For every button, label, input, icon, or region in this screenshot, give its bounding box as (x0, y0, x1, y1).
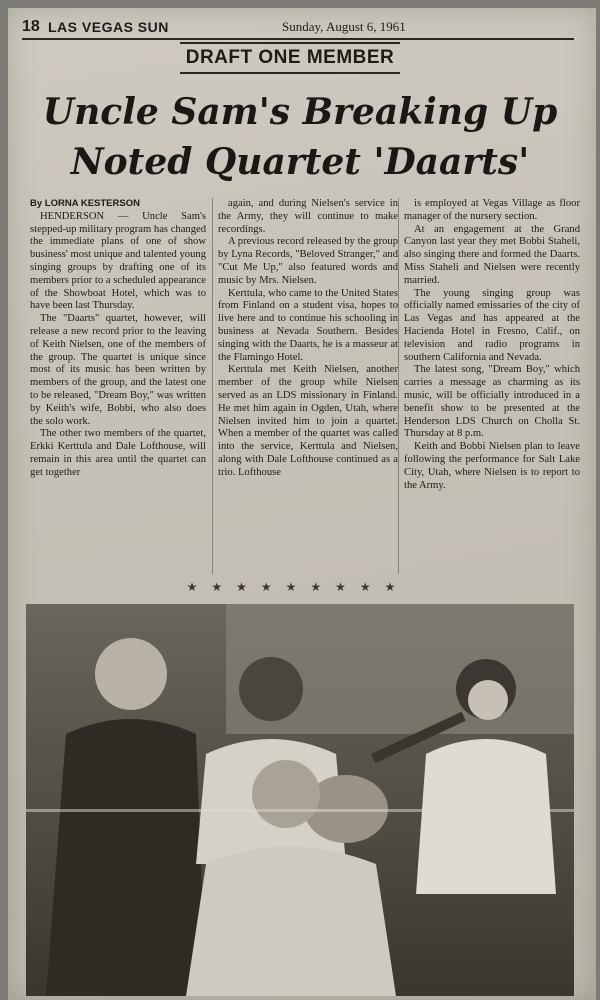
byline: By LORNA KESTERSON (30, 198, 140, 209)
paragraph: A previous record released by the group by Lyna Records, "Beloved Stranger," and "Cut Me Up," also featured words and music by Mrs. Nielsen. (218, 236, 398, 286)
paragraph: is employed at Vegas Village as floor manager of the nursery section. (404, 198, 580, 222)
kicker-headline: DRAFT ONE MEMBER (180, 42, 400, 74)
headline-line-2: Noted Quartet 'Daarts' (70, 141, 530, 183)
paragraph: Kerttula met Keith Nielsen, another member of the group while Nielsen served as an LDS missionary in Finland. He met him again in Ogden, Utah, where Nielsen invited him to join a quartet. When a member of the quartet was called into the service, Kerttula and Nielsen, along with Dale Lofthouse continued as a trio. Lofthouse (218, 364, 398, 478)
paragraph: The young singing group was officially named emissaries of the city of Las Vegas and has appeared at the Hacienda Hotel in Fresno, Calif., on television and radio programs in southern California and Nevada. (404, 287, 580, 363)
quartet-photo (26, 604, 574, 996)
paragraph: Kerttula, who came to the United States from Finland on a student visa, hopes to live here and to continue his schooling in business at Nevada Southern. Besides singing with the Daarts, he is a masseur at the Flamingo Hotel. (218, 287, 398, 363)
paragraph: Keith and Bobbi Nielsen plan to leave following the performance for Salt Lake City, Utah, where Nielsen is to report to the Army. (404, 441, 580, 491)
paragraph: The other two members of the quartet, Erkki Kerttula and Dale Lofthouse, will remain in this area until the quartet can get together (30, 428, 206, 478)
paragraph: The "Daarts" quartet, however, will release a new record prior to the leaving of Keith Nielsen, one of the members of the group. The quartet is unique since most of its music has been written by members of the group, and the latest one to be released, "Dream Boy," was written by Keith's wife, Bobbi, who also does the solo work. (30, 313, 206, 427)
star-separator: ★★★★★★★★★ (186, 580, 410, 594)
paragraph: again, and during Nielsen's service in the Army, they will continue to make recordings. (218, 198, 398, 235)
headline-line-1: Uncle Sam's Breaking Up (42, 91, 558, 133)
photo-illustration (26, 604, 574, 996)
page-number: 18 (22, 18, 40, 35)
paragraph: HENDERSON — Uncle Sam's stepped-up military program has changed the immediate plans of one of show business' most unique and talented young singing groups by drafting one of its members prior to a scheduled appearance of the Showboat Hotel, which was to have been last Thursday. (30, 210, 206, 312)
masthead (22, 16, 574, 40)
paragraph: The latest song, "Dream Boy," which carries a message as charming as its music, will be officially introduced in a benefit show to be presented at the Henderson LDS Church on Cholla St. Thursday at 8 p.m. (404, 364, 580, 440)
paragraph: At an engagement at the Grand Canyon last year they met Bobbi Staheli, also singing there and formed the Daarts. Miss Staheli and Nielsen were recently married. (404, 223, 580, 286)
article-column-3 (398, 198, 580, 574)
paper-name: LAS VEGAS SUN (48, 19, 169, 35)
issue-date: Sunday, August 6, 1961 (282, 19, 406, 34)
article-column-1 (30, 198, 206, 574)
article-column-2 (212, 198, 398, 574)
